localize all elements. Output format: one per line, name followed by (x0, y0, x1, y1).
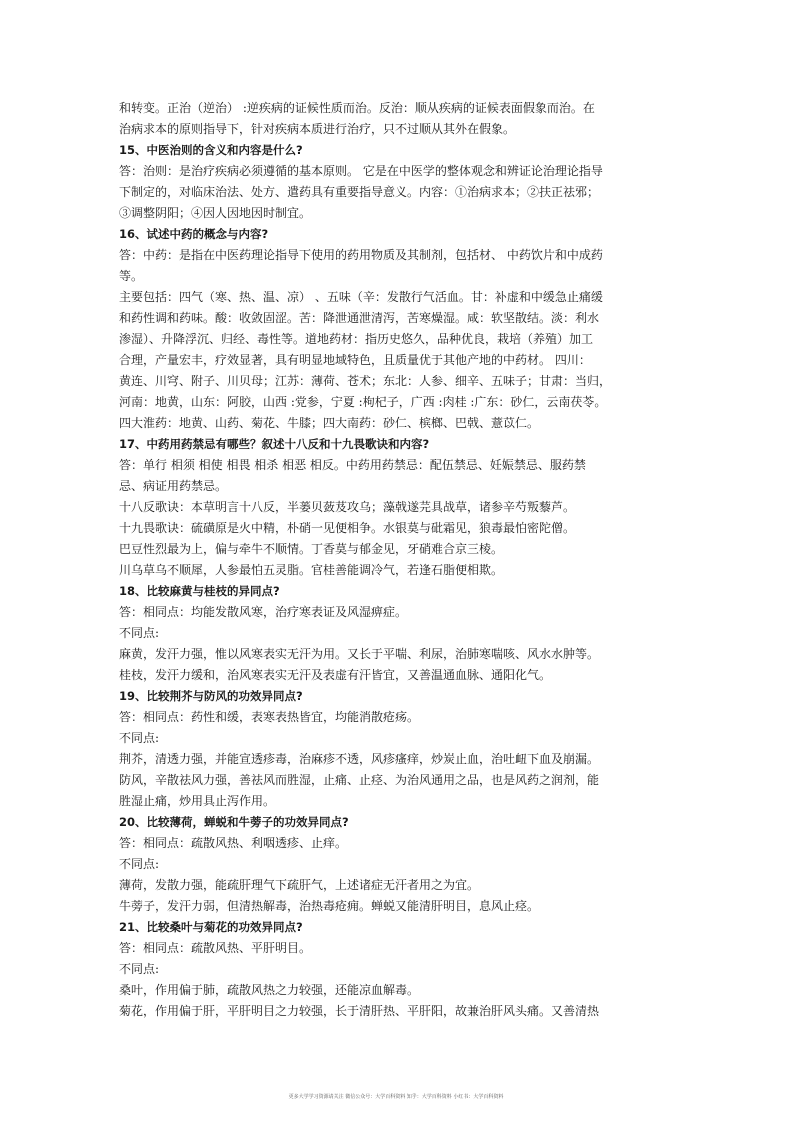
text-line: 麻黄，发汗力强，惟以风寒表实无汗为用。又长于平喘、利尿，治肺寒喘咳、风水水肿等。 (119, 647, 600, 661)
text-line: 川乌草乌不顺犀，人参最怕五灵脂。官桂善能调冷气，若逢石脂便相欺。 (119, 563, 504, 577)
text-line: 胜湿止痛，炒用具止泻作用。 (119, 794, 276, 808)
text-line: 不同点: (119, 857, 160, 871)
text-line: 等。 (119, 269, 144, 283)
question-heading: 19、比较荆芥与防风的功效异同点? (119, 689, 303, 703)
text-line: 荆芥，清透力强，并能宣透疹毒，治麻疹不透，风疹瘙痒，炒炭止血，治吐衄下血及崩漏。 (119, 752, 600, 766)
text-line: 答：相同点：药性和缓，表寒表热皆宜，均能消散疮疡。 (119, 710, 420, 724)
text-line: 十八反歌诀：本草明言十八反，半蒌贝蔹芨攻乌；藻戟遂芫具战草，诸参辛芍叛藜芦。 (119, 500, 576, 514)
text-line: 桑叶，作用偏于肺，疏散风热之力较强，还能凉血解毒。 (119, 983, 420, 997)
question-heading: 18、比较麻黄与桂枝的异同点? (119, 584, 280, 598)
text-line: 不同点: (119, 731, 160, 745)
question-heading: 15、中医治则的含义和内容是什么? (119, 143, 303, 157)
question-heading: 21、比较桑叶与菊花的功效异同点? (119, 920, 303, 934)
text-line: 下制定的，对临床治法、处方、遣药具有重要指导意义。内容：①治病求本；②扶正祛邪； (119, 185, 600, 199)
text-line: 薄荷，发散力强，能疏肝理气下疏肝气，上述诸症无汗者用之为宜。 (119, 878, 480, 892)
text-line: ③调整阴阳；④因人因地因时制宜。 (119, 206, 312, 220)
document-body (119, 98, 679, 1022)
text-line: 答：治则：是治疗疾病必须遵循的基本原则。 它是在中医学的整体观念和辨证论治理论指导 (119, 164, 603, 178)
text-line: 渗湿）、升降浮沉、归经、毒性等。道地药材：指历史悠久，品种优良，栽培（养殖）加工 (119, 332, 594, 346)
text-line: 四大淮药：地黄、山药、菊花、牛膝；四大南药：砂仁、槟榔、巴戟、薏苡仁。 (119, 416, 540, 430)
text-line: 河南：地黄，山东：阿胶，山西 :党参，宁夏 :枸杞子，广西 :肉桂 :广东：砂仁，云南茯苓。 (119, 395, 607, 409)
text-line: 和药性调和药味。酸：收敛固涩。苦：降泄通泄清泻，苦寒燥湿。咸：软坚散结。淡：利水 (119, 311, 600, 325)
question-heading: 20、比较薄荷，蝉蜕和牛蒡子的功效异同点? (119, 815, 349, 829)
question-heading: 17、中药用药禁忌有哪些？叙述十八反和十九畏歌诀和内容? (119, 437, 430, 451)
text-line: 牛蒡子，发汗力弱，但清热解毒，治热毒疮痈。蝉蜕又能清肝明目，息风止痉。 (119, 899, 540, 913)
text-line: 和转变。正治（逆治） :逆疾病的证候性质而治。反治：顺从疾病的证候表面假象而治。在 (119, 101, 595, 115)
text-line: 答：单行 相须 相使 相畏 相杀 相恶 相反。中药用药禁忌：配伍禁忌、妊娠禁忌、服药禁 (119, 458, 586, 472)
text-line: 答：相同点：疏散风热、平肝明目。 (119, 941, 312, 955)
text-line: 黄连、川穹、附子、川贝母；江苏：薄荷、苍术；东北：人参、细辛、五味子；甘肃：当归， (119, 374, 612, 388)
text-line: 桂枝，发汗力缓和，治风寒表实无汗及表虚有汗皆宜，又善温通血脉、通阳化气。 (119, 668, 552, 682)
text-line: 防风，辛散祛风力强，善祛风而胜湿，止痛、止痉、为治风通用之品，也是风药之润剂，能 (119, 773, 600, 787)
text-line: 不同点: (119, 962, 160, 976)
text-line: 治病求本的原则指导下，针对疾病本质进行治疗，只不过顺从其外在假象。 (119, 122, 516, 136)
question-heading: 16、试述中药的概念与内容? (119, 227, 269, 241)
text-line: 十九畏歌诀：硫磺原是火中精，朴硝一见便相争。水银莫与砒霜见，狼毒最怕密陀僧。 (119, 521, 576, 535)
text-line: 巴豆性烈最为上，偏与牵牛不顺情。丁香莫与郁金见，牙硝难合京三棱。 (119, 542, 504, 556)
text-line: 忌、病证用药禁忌。 (119, 479, 228, 493)
text-line: 不同点: (119, 626, 160, 640)
text-line: 菊花，作用偏于肝，平肝明目之力较强，长于清肝热、平肝阳，故兼治肝风头痛。又善清热 (119, 1004, 600, 1018)
text-line: 答：相同点：疏散风热、利咽透疹、止痒。 (119, 836, 348, 850)
page-footer: 更多大学学习资源请关注 微信公众号：大学百科资料 知乎：大学百科资料 小红书：大学百科资料 (288, 1094, 504, 1100)
text-line: 答：相同点：均能发散风寒，治疗寒表证及风湿痹症。 (119, 605, 408, 619)
text-line: 答：中药：是指在中医药理论指导下使用的药用物质及其制剂，包括材、 中药饮片和中成药 (119, 248, 603, 262)
text-line: 合理，产量宏丰，疗效显著，具有明显地域特色，且质量优于其他产地的中药材。 四川： (119, 353, 591, 367)
text-line: 主要包括：四气（寒、热、温、凉） 、五味（辛：发散行气活血。甘：补虚和中缓急止痛缓 (119, 290, 603, 304)
